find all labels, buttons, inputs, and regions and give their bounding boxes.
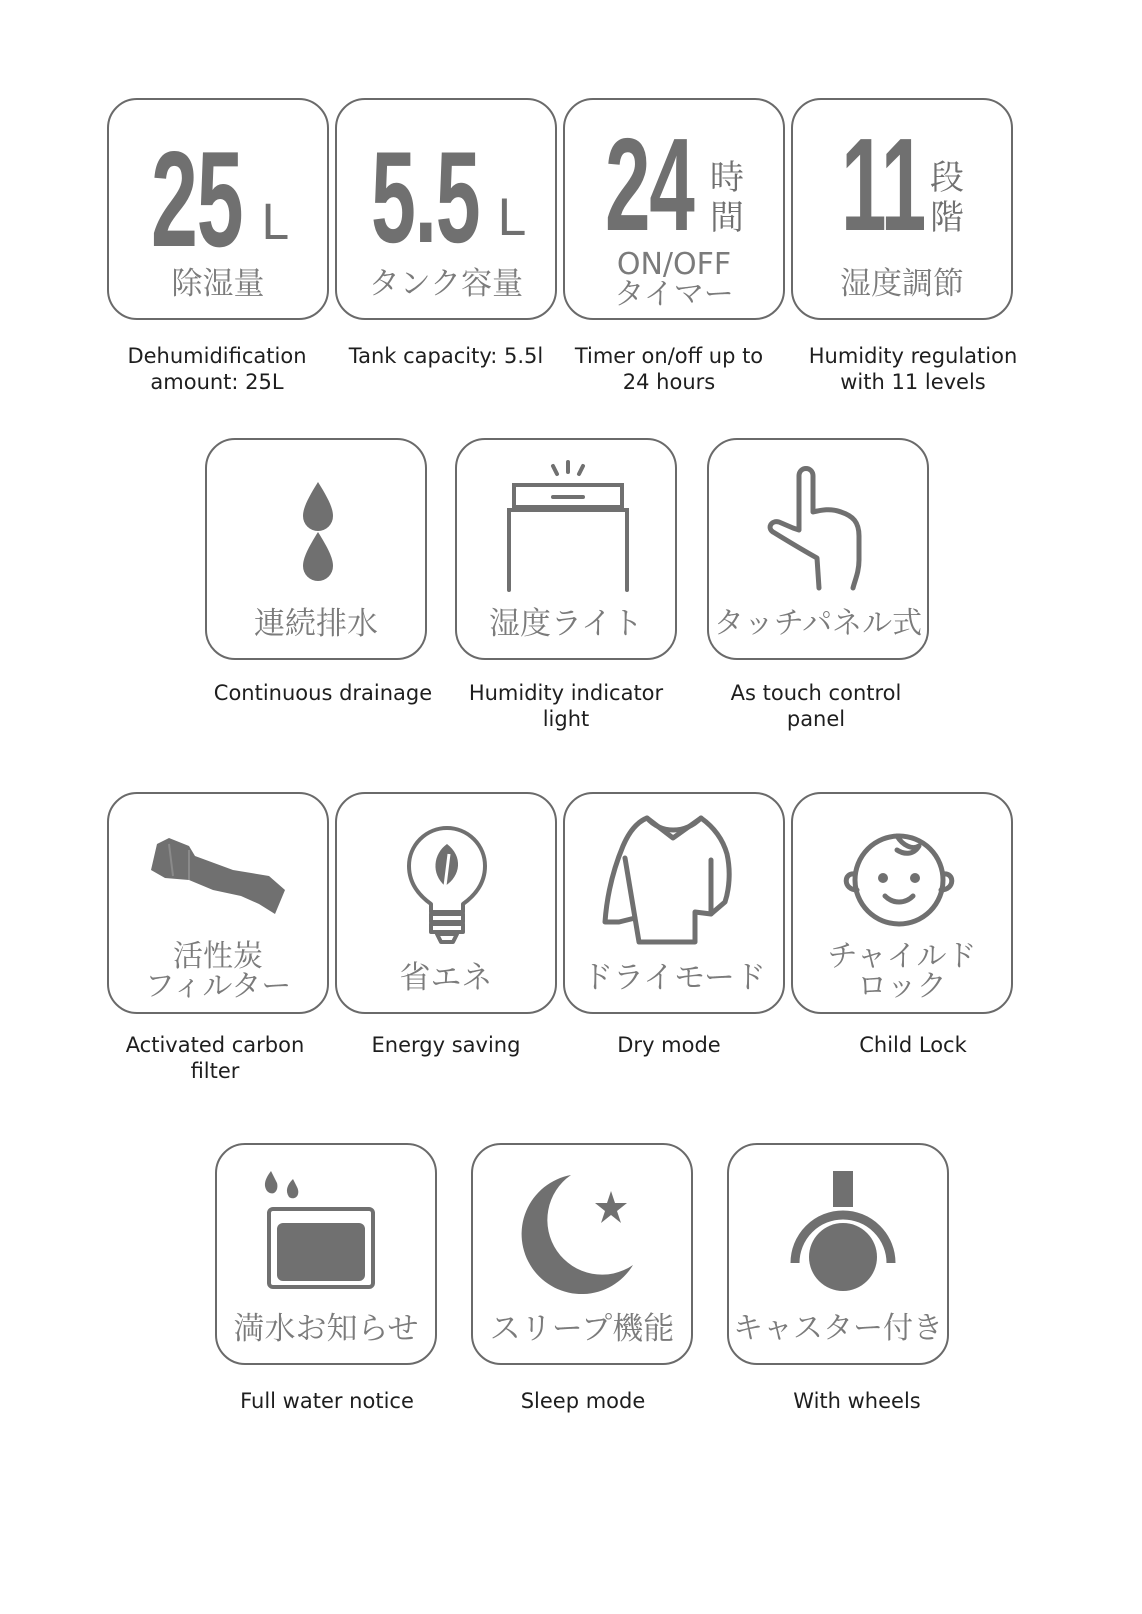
feature-tile-sleep-mode [471, 1143, 693, 1365]
feature-tile-continuous-drainage [205, 438, 427, 660]
feature-tile-dry-mode [563, 792, 785, 1014]
with-wheels-caption: With wheels [793, 1389, 921, 1413]
tank-capacity-label-jp: タンク容量 [368, 266, 524, 302]
feature-tile-tank-capacity [335, 98, 557, 320]
dehumidification-caption: Dehumidification amount: 25L [127, 344, 307, 394]
feature-tile-full-water-notice [215, 1143, 437, 1365]
timer-label-line1: ON/OFF [616, 247, 732, 282]
feature-tile-carbon-filter [107, 792, 329, 1014]
humidity-regulation-unit-char-1: 段 [930, 158, 964, 198]
full-water-notice-label-jp: 満水お知らせ [233, 1311, 419, 1347]
carbon-filter-label-line2: フィルター [144, 969, 292, 1004]
tank-capacity-number: 5.5 [371, 124, 480, 270]
humidity-light-caption: Humidity indicator light [468, 681, 664, 731]
child-lock-label-line1: チャイルド [827, 939, 977, 974]
continuous-drainage-caption: Continuous drainage [213, 681, 433, 705]
sleep-mode-label-jp: スリープ機能 [489, 1311, 675, 1347]
energy-saving-caption: Energy saving [371, 1033, 521, 1057]
timer-number: 24 [605, 111, 694, 258]
carbon-filter-label-line1: 活性炭 [173, 939, 263, 974]
feature-tile-with-wheels [727, 1143, 949, 1365]
dehumidification-unit: L [261, 195, 288, 251]
timer-unit-char-1: 時 [710, 158, 744, 198]
timer-caption: Timer on/off up to 24 hours [574, 344, 764, 394]
humidity-regulation-number: 11 [841, 111, 926, 258]
feature-tile-timer [563, 98, 785, 320]
feature-tile-humidity-light [455, 438, 677, 660]
feature-tile-humidity-regulation [791, 98, 1013, 320]
touch-panel-label-jp: タッチパネル式 [713, 606, 923, 641]
tank-capacity-caption: Tank capacity: 5.5l [348, 344, 544, 368]
with-wheels-label-jp: キャスター付き [733, 1311, 943, 1346]
humidity-light-label-jp: 湿度ライト [488, 606, 644, 642]
feature-tile-touch-panel [707, 438, 929, 660]
feature-tile-energy-saving [335, 792, 557, 1014]
dehumidification-label-jp: 除湿量 [171, 266, 265, 302]
dry-mode-label-jp: ドライモード [582, 960, 766, 996]
feature-tile-dehumidification [107, 98, 329, 320]
humidity-regulation-unit-char-2: 階 [930, 198, 964, 238]
humidity-regulation-caption: Humidity regulation with 11 levels [808, 344, 1018, 394]
continuous-drainage-label-jp: 連続排水 [254, 606, 378, 642]
timer-unit-char-2: 間 [710, 198, 744, 238]
carbon-filter-caption: Activated carbon filter [125, 1033, 305, 1083]
dry-mode-caption: Dry mode [617, 1033, 721, 1057]
dehumidification-number: 25 [151, 123, 243, 275]
child-lock-caption: Child Lock [859, 1033, 967, 1057]
full-water-notice-caption: Full water notice [240, 1389, 414, 1413]
child-lock-label-line2: ロック [857, 969, 947, 1004]
energy-saving-label-jp: 省エネ [399, 960, 493, 996]
sleep-mode-caption: Sleep mode [520, 1389, 646, 1413]
timer-label-line2: タイマー [614, 277, 734, 312]
feature-tile-child-lock [791, 792, 1013, 1014]
touch-panel-caption: As touch control panel [730, 681, 902, 731]
humidity-regulation-label-jp: 湿度調節 [840, 266, 964, 302]
tank-capacity-unit: L [497, 189, 525, 247]
